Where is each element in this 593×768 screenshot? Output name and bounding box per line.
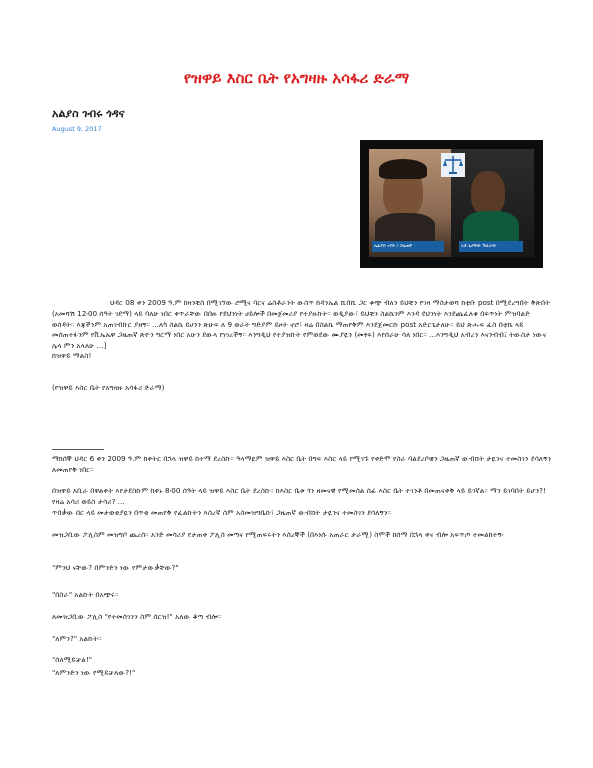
author-name[interactable]: አልያስ ገብሩ ጎዳና: [52, 107, 125, 120]
article-photo: [360, 140, 543, 268]
justice-scale-icon: [441, 153, 465, 177]
caption-left: ኤልያስ ገብሩ / ጋዜጠኛ: [372, 241, 444, 252]
signature-line: ከዝዋይ ማልስ!: [52, 351, 92, 360]
dialogue-line: "ለምን?" አልኩት።: [52, 634, 102, 643]
dialogue-line: "ምንህ ናቸው? በምንድን ነው የምታውቃቸው?": [52, 563, 179, 572]
paragraph: ጥበቃው በር ላይ መታወቂያዬን በጥቂ መጠየቅ የፈልኩትን እስረኛ ስም አስመዝግቤኩ፣ ጋዜጠኛ ውብሸት ታዬንና ተመስገን ደሳለኝን።: [52, 508, 391, 517]
caption-right: አቶ ጌታቸው ሽፈራው: [459, 241, 523, 252]
article-title: የዝዋይ እስር ቤት የአግዛዙ አሳፋሪ ድራማ: [183, 69, 410, 87]
paragraph-intro: ህዳር 08 ቀን 2009 ዓ.ም ከዛንቺስ በሚገኘው ሮሚና ባርና ሬስቶራንት ውስጥ ከዳንኤል ሺበሺ ጋር ቁጭ ብለን ይህቺን የገዛ ማስታወሻ ከቲቡ post በሚደረግበት ቅጽበት (አመሻሽ 12፡00 ሰዓት ገደማ) ላይ ባለሁ ነበር ቀጥራቸው በበዙ የደህንነት ሀይሎች በመጀመሪያ የተያዙኩት። ወዲያው፣ ይህቺን ስልኬንም እንዳ ደህንነት እንደጨፈለቁ በፍጥነት ምዝባልድ ወሰዳት። እጃችንም አጠገብኩር ያዘኝ። ...ለካ ስልኬ ይሀንን ጽሁፍ ለ 9 ወራት ግድያም ይዞት ኖሮ፣ ዛሬ በስልኬ ማጠየቅም እንደጀመርኩ post አድርጌታለሁ። ይህ ጽሑፍ ፈስ በቲኬ ላይ መሰጠተፉንም የቪኤኤዋ ጋዜጠኛ ጽዮን ግርማ ነበር አሁን ደውላ የነገረችኝ። እንግዲህ የተያዝኩት የምወደው ሙያዬን (መፃፍ) እየሰራሁ ሳለ ነበር። ...እንግዲህ አብረን እናንብብ፤ ትውስታ ነውና ሌላ ምን አላለሁ ...]: [52, 298, 550, 351]
quote-title: (የዝዋይ እስር ቤት የአግዛዙ አሳፋሪ ድራማ): [52, 383, 165, 392]
paragraph: ማክሰኞ ህዳር 6 ቀን 2009 ዓ.ም ከቀትር በኋላ ዝዋይ ከተማ ደረስኩ። ዓላማዬም ዝዋይ እስር ቤት በግፍ እስር ላይ የሚገኙ የቀድሞ የስራ ባልደረቦቼን ጋዜጠኛ ውብሸት ታዬንና ተመስገን ደሳለኝን ለመጠየቅ ነበር።: [52, 454, 552, 474]
dialogue-line: "በስራ" አልኩት በአጭሩ።: [52, 590, 119, 599]
dialogue-line: "ሰለሚይቻል!": [52, 655, 93, 664]
post-date[interactable]: August 9, 2017: [52, 125, 102, 133]
section-divider: [52, 449, 104, 450]
paragraph: በዝዋይ አቢራ በዋልቀት እየታደስኩም ከቀኑ 8፡00 ሰዓት ላይ ዝዋይ እስር ቤት ደረስኩ። ከእስር ቤቱ ጎን ዘመናዊ የሚመስል ሰፊ እስር ቤት ተገንቶ በመጠናቀቅ ላይ ይገኛል። ማን ይገባበት ይሆን?! የዛሬ አሳሪ ወይስ ታሳሪ? ...: [52, 486, 546, 506]
paragraph: መዝጋቢው ፖሊስም መዝግቦ ጨረሰ። አንድ መሳሪያ የታጠቀ ፖሊስ መጣና የሚጠፍሩትን እስረኞች (በእነሱ አጠራር ታራሚ) ስሞች ከሰማ በኋላ ቀና ብሎ አፍጥጦ ተመልከተኝ፡: [52, 530, 504, 539]
dialogue-line: "ለምንድን ነው የሚይቻለው?!": [52, 668, 136, 677]
dialogue-line: ለመዝጋቢው ፖሊስ "የተመስገንን ስም ሰርዝ!" አለው ቆጣ ብሎ።: [52, 612, 222, 621]
